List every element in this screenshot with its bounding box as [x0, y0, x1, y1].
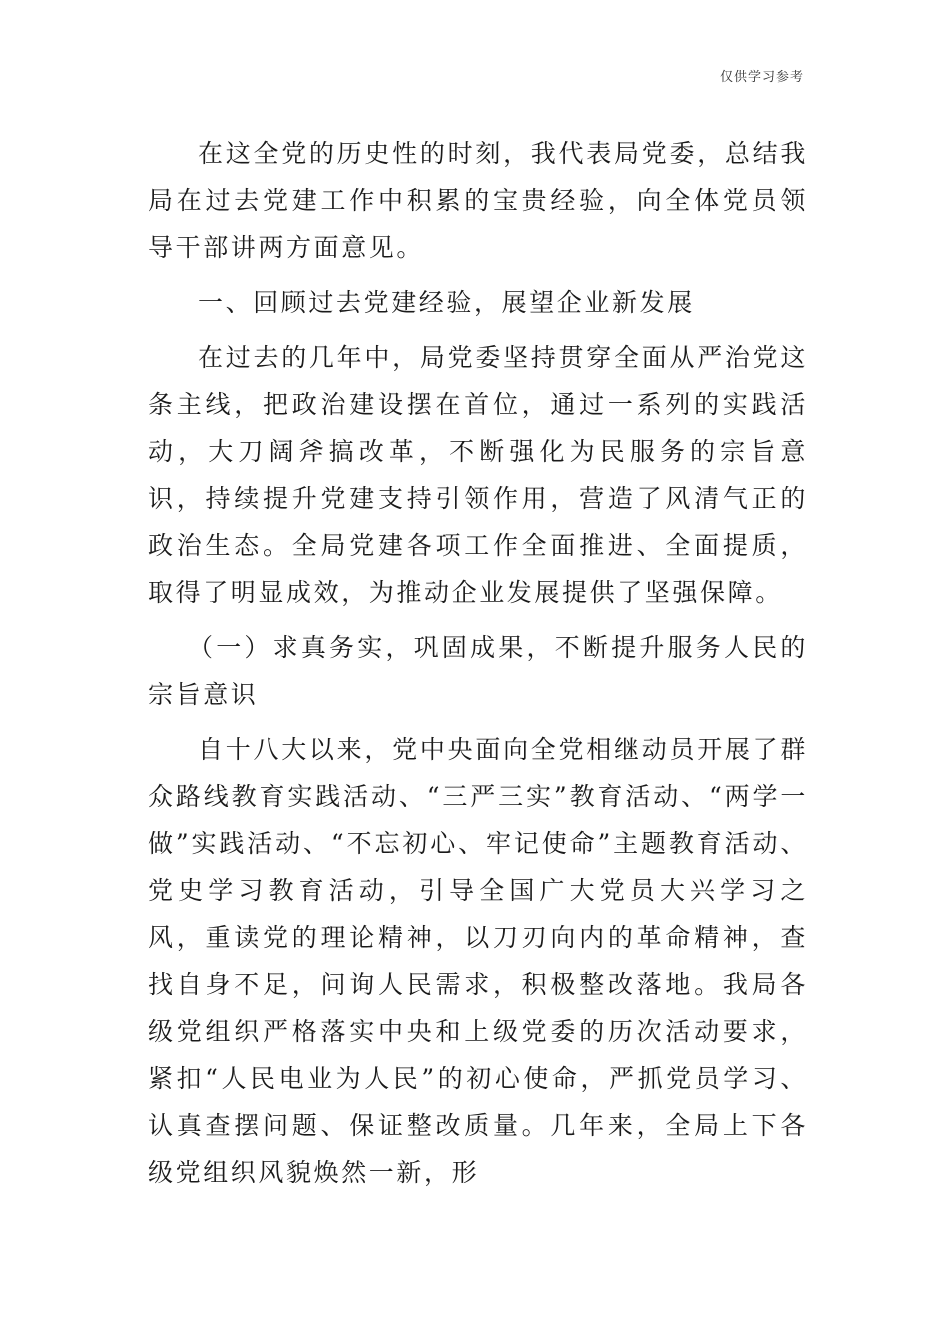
subsection-heading-1: （一）求真务实，巩固成果，不断提升服务人民的宗旨意识	[148, 633, 808, 709]
header-note: 仅供学习参考	[719, 70, 804, 85]
section-heading-1: 一、回顾过去党建经验，展望企业新发展	[198, 288, 695, 317]
document-body	[148, 130, 808, 1204]
paragraph-since-18th: 自十八大以来，党中央面向全党相继动员开展了群众路线教育实践活动、“三严三实”教育活动、“两学一做”实践活动、“不忘初心、牢记使命”主题教育活动、党史学习教育活动，引导全国广大党员大兴学习之风，重读党的理论精神，以刀刃向内的革命精神，查找自身不足，问询人民需求，积极整改落地。我局各级党组织严格落实中央和上级党委的历次活动要求，紧扣“人民电业为人民”的初心使命，严抓党员学习、认真查摆问题、保证整改质量。几年来，全局上下各级党组织风貌焕然一新，形	[148, 735, 808, 1187]
paragraph-intro: 在这全党的历史性的时刻，我代表局党委，总结我局在过去党建工作中积累的宝贵经验，向全体党员领导干部讲两方面意见。	[148, 139, 808, 262]
paragraph-review: 在过去的几年中，局党委坚持贯穿全面从严治党这条主线，把政治建设摆在首位，通过一系列的实践活动，大刀阔斧搞改革，不断强化为民服务的宗旨意识，持续提升党建支持引领作用，营造了风清气正的政治生态。全局党建各项工作全面推进、全面提质，取得了明显成效，为推动企业发展提供了坚强保障。	[148, 343, 808, 607]
